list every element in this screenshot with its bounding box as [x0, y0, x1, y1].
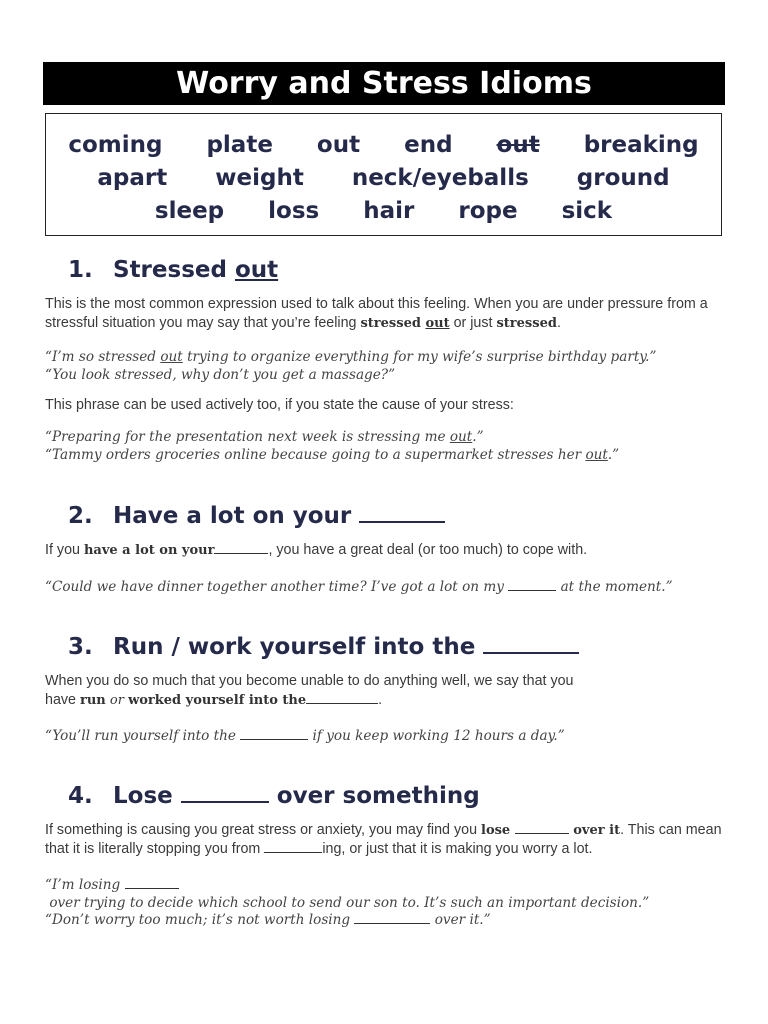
bold-term: run: [79, 693, 106, 708]
word-plate: plate: [206, 132, 273, 158]
text: if you keep working 12 hours a day.”: [308, 728, 565, 744]
section-1-explanation: [45, 295, 725, 333]
section-1-heading: [68, 257, 278, 283]
blank: [125, 876, 179, 889]
word-loss: loss: [268, 198, 320, 224]
section-4-heading: [68, 782, 480, 809]
word-neck-eyeballs: neck/eyeballs: [351, 165, 529, 191]
section-2-heading: [68, 502, 445, 529]
word-out: out: [316, 132, 361, 158]
text: “Tammy orders groceries online because going to a supermarket stresses her: [45, 447, 586, 463]
blank: [214, 541, 268, 554]
blank: [240, 727, 308, 740]
section-1-note: [45, 396, 725, 415]
blank: [515, 821, 569, 834]
bold-term: out: [425, 316, 450, 331]
text: “You’ll run yourself into the: [45, 728, 241, 744]
blank: [264, 840, 322, 853]
text: “Preparing for the presentation next week is stressing me: [45, 429, 450, 445]
heading-blank: [483, 633, 579, 654]
heading-text: over something: [268, 783, 480, 809]
answer: out: [585, 447, 608, 463]
word-bank-row-1: [46, 132, 721, 158]
heading-blank: [181, 782, 269, 803]
bold-term: lose: [481, 823, 515, 838]
text: , you have a great deal (or too much) to cope with.: [268, 542, 588, 558]
word-bank: [45, 113, 722, 236]
word-apart: apart: [97, 165, 168, 191]
title-text: Worry and Stress Idioms: [176, 66, 592, 101]
text: If something is causing you great stress or anxiety, you may find you: [45, 822, 481, 838]
text: over trying to decide which school to send our son to. It’s such an important decision.”: [45, 894, 650, 911]
blank: [508, 578, 556, 591]
text: If you: [45, 542, 84, 558]
text: ing, or just that it is making you worry a lot.: [322, 841, 593, 857]
section-3-heading: [68, 633, 579, 660]
text: .”: [472, 429, 484, 445]
section-number: 3.: [68, 634, 93, 660]
heading-answer: out: [234, 257, 279, 283]
text: .: [556, 315, 561, 331]
text: When you do so much that you become unable to do anything well, we say that you have: [45, 673, 574, 708]
word-hair: hair: [363, 198, 415, 224]
section-number: 2.: [68, 503, 93, 529]
section-2-example-1: [45, 578, 725, 597]
word-sleep: sleep: [154, 198, 225, 224]
text: “You look stressed, why don’t you get a massage?”: [45, 367, 396, 383]
heading-text: Have a lot on your: [113, 503, 360, 529]
text: “Could we have dinner together another time? I’ve got a lot on my: [45, 579, 509, 595]
section-1-example-3: [45, 429, 725, 447]
text: “Don’t worry too much; it’s not worth losing: [45, 912, 355, 928]
heading-text: Stressed: [113, 257, 235, 283]
heading-text: Lose: [113, 783, 181, 809]
section-3-example-1: [45, 727, 725, 746]
text: or: [105, 693, 129, 708]
section-4-example-1: [45, 876, 725, 912]
text: or just: [449, 315, 497, 331]
word-end: end: [404, 132, 453, 158]
text: . This can mean that it is literally stopping you from: [45, 822, 722, 857]
text: at the moment.”: [556, 579, 673, 595]
section-4-explanation: [45, 821, 725, 859]
text: “I’m losing: [45, 877, 125, 893]
blank: [354, 911, 430, 924]
answer: out: [160, 349, 183, 365]
section-1-example-4: [45, 447, 725, 465]
worksheet-title: [43, 62, 725, 105]
section-number: 1.: [68, 257, 93, 283]
text: over it.”: [430, 912, 491, 928]
section-number: 4.: [68, 783, 93, 809]
heading-text: Run / work yourself into the: [113, 634, 484, 660]
word-weight: weight: [215, 165, 304, 191]
heading-blank: [359, 502, 445, 523]
section-3-explanation: [45, 672, 605, 710]
word-breaking: breaking: [583, 132, 699, 158]
text: .”: [607, 447, 620, 463]
bold-term: stressed: [360, 316, 426, 331]
word-coming: coming: [68, 132, 163, 158]
blank: [306, 691, 378, 704]
text: trying to organize everything for my wife’s surprise birthday party.”: [182, 349, 657, 365]
bold-term: stressed: [496, 316, 557, 331]
word-rope: rope: [458, 198, 518, 224]
answer: out: [449, 429, 473, 445]
text: This phrase can be used actively too, if you state the cause of your stress:: [45, 397, 514, 413]
section-2-explanation: [45, 541, 725, 560]
text: “I’m so stressed: [45, 349, 161, 365]
word-sick: sick: [561, 198, 613, 224]
text: .: [378, 692, 383, 708]
bold-term: worked yourself into the: [128, 693, 307, 708]
section-1-example-1: [45, 349, 725, 367]
word-bank-row-2: [46, 165, 721, 191]
word-bank-row-3: [46, 198, 721, 224]
text: This is the most common expression used to talk about this feeling. When you are under pressure from a stressful situation you may say that you’re feeling: [45, 296, 708, 331]
word-ground: ground: [576, 165, 670, 191]
word-out-crossed: out: [496, 132, 540, 158]
bold-term: have a lot on your: [83, 543, 215, 558]
section-1-example-2: [45, 367, 725, 385]
section-4-example-2: [45, 911, 725, 930]
bold-term: over it: [568, 823, 621, 838]
